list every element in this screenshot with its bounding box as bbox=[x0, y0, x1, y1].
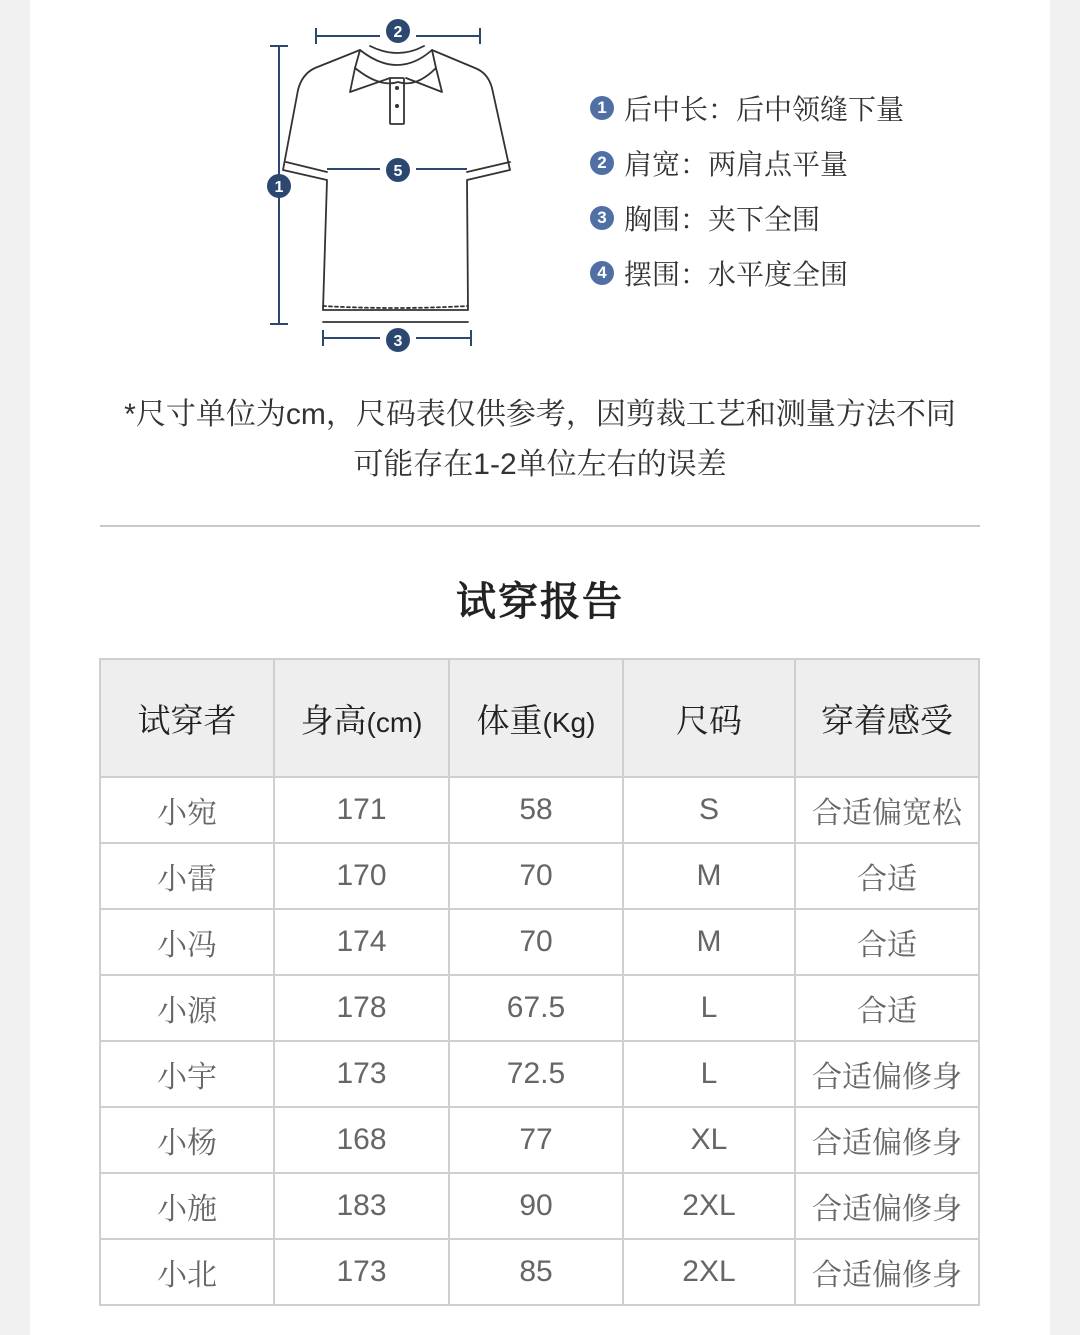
cell-feel: 合适偏修身 bbox=[795, 1107, 979, 1173]
cell-height: 173 bbox=[274, 1239, 449, 1305]
polo-shirt-illustration bbox=[230, 10, 550, 360]
header-feel: 穿着感受 bbox=[795, 659, 979, 777]
svg-text:2: 2 bbox=[393, 24, 403, 41]
cell-name: 小冯 bbox=[100, 909, 274, 975]
legend-item bbox=[590, 135, 1010, 190]
table-row bbox=[100, 1107, 979, 1173]
cell-feel: 合适 bbox=[795, 909, 979, 975]
size-disclaimer bbox=[70, 390, 1010, 490]
report-title: 试穿报告 bbox=[456, 580, 624, 624]
cell-weight: 58 bbox=[449, 777, 623, 843]
cell-weight: 67.5 bbox=[449, 975, 623, 1041]
cell-weight: 72.5 bbox=[449, 1041, 623, 1107]
cell-weight: 85 bbox=[449, 1239, 623, 1305]
section-divider bbox=[100, 525, 980, 527]
legend-text: 摆围：水平度全围 bbox=[624, 258, 849, 290]
cell-size: L bbox=[623, 1041, 795, 1107]
fitting-report-table bbox=[99, 658, 980, 1306]
cell-size: XL bbox=[623, 1107, 795, 1173]
table-row bbox=[100, 1239, 979, 1305]
cell-height: 171 bbox=[274, 777, 449, 843]
cell-weight: 70 bbox=[449, 909, 623, 975]
header-height: 身高(cm) bbox=[274, 659, 449, 777]
cell-feel: 合适 bbox=[795, 843, 979, 909]
cell-feel: 合适 bbox=[795, 975, 979, 1041]
cell-height: 173 bbox=[274, 1041, 449, 1107]
cell-size: 2XL bbox=[623, 1239, 795, 1305]
cell-size: 2XL bbox=[623, 1173, 795, 1239]
marker-2 bbox=[386, 19, 410, 43]
cell-name: 小源 bbox=[100, 975, 274, 1041]
cell-feel: 合适偏修身 bbox=[795, 1041, 979, 1107]
svg-text:3: 3 bbox=[393, 333, 403, 350]
header-size: 尺码 bbox=[623, 659, 795, 777]
legend-text: 后中长：后中领缝下量 bbox=[624, 93, 905, 125]
disclaimer-line-2: 可能存在1-2单位左右的误差 bbox=[353, 448, 727, 481]
cell-name: 小北 bbox=[100, 1239, 274, 1305]
cell-size: M bbox=[623, 909, 795, 975]
cell-name: 小杨 bbox=[100, 1107, 274, 1173]
cell-name: 小施 bbox=[100, 1173, 274, 1239]
header-weight: 体重(Kg) bbox=[449, 659, 623, 777]
marker-5 bbox=[386, 158, 410, 182]
marker-3 bbox=[386, 328, 410, 352]
height-unit: (cm) bbox=[366, 706, 423, 738]
cell-feel: 合适偏宽松 bbox=[795, 777, 979, 843]
cell-weight: 77 bbox=[449, 1107, 623, 1173]
legend-number: 3 bbox=[590, 206, 614, 230]
marker-1 bbox=[267, 174, 291, 198]
legend-number: 4 bbox=[590, 261, 614, 285]
cell-height: 170 bbox=[274, 843, 449, 909]
cell-height: 178 bbox=[274, 975, 449, 1041]
cell-name: 小宛 bbox=[100, 777, 274, 843]
table-row bbox=[100, 1173, 979, 1239]
cell-feel: 合适偏修身 bbox=[795, 1173, 979, 1239]
legend-number: 1 bbox=[590, 96, 614, 120]
cell-feel: 合适偏修身 bbox=[795, 1239, 979, 1305]
legend-item bbox=[590, 80, 1010, 135]
cell-height: 174 bbox=[274, 909, 449, 975]
table-header-row bbox=[100, 659, 979, 777]
table-row bbox=[100, 843, 979, 909]
table-row bbox=[100, 909, 979, 975]
cell-name: 小雷 bbox=[100, 843, 274, 909]
measurement-legend bbox=[590, 80, 1010, 300]
legend-number: 2 bbox=[590, 151, 614, 175]
disclaimer-line-1: *尺寸单位为cm，尺码表仅供参考，因剪裁工艺和测量方法不同 bbox=[124, 398, 956, 431]
cell-size: S bbox=[623, 777, 795, 843]
svg-text:5: 5 bbox=[393, 163, 403, 180]
table-row bbox=[100, 777, 979, 843]
cell-weight: 90 bbox=[449, 1173, 623, 1239]
cell-name: 小宇 bbox=[100, 1041, 274, 1107]
cell-weight: 70 bbox=[449, 843, 623, 909]
legend-text: 肩宽：两肩点平量 bbox=[624, 148, 849, 180]
header-tester: 试穿者 bbox=[100, 659, 274, 777]
cell-size: M bbox=[623, 843, 795, 909]
table-row bbox=[100, 975, 979, 1041]
weight-unit: (Kg) bbox=[542, 706, 596, 738]
legend-item bbox=[590, 245, 1010, 300]
table-row bbox=[100, 1041, 979, 1107]
legend-text: 胸围：夹下全围 bbox=[624, 203, 821, 235]
cell-height: 183 bbox=[274, 1173, 449, 1239]
cell-height: 168 bbox=[274, 1107, 449, 1173]
legend-item bbox=[590, 190, 1010, 245]
svg-text:1: 1 bbox=[274, 179, 284, 196]
size-guide-page bbox=[30, 0, 1050, 1335]
polo-measurement-diagram bbox=[230, 10, 550, 360]
cell-size: L bbox=[623, 975, 795, 1041]
